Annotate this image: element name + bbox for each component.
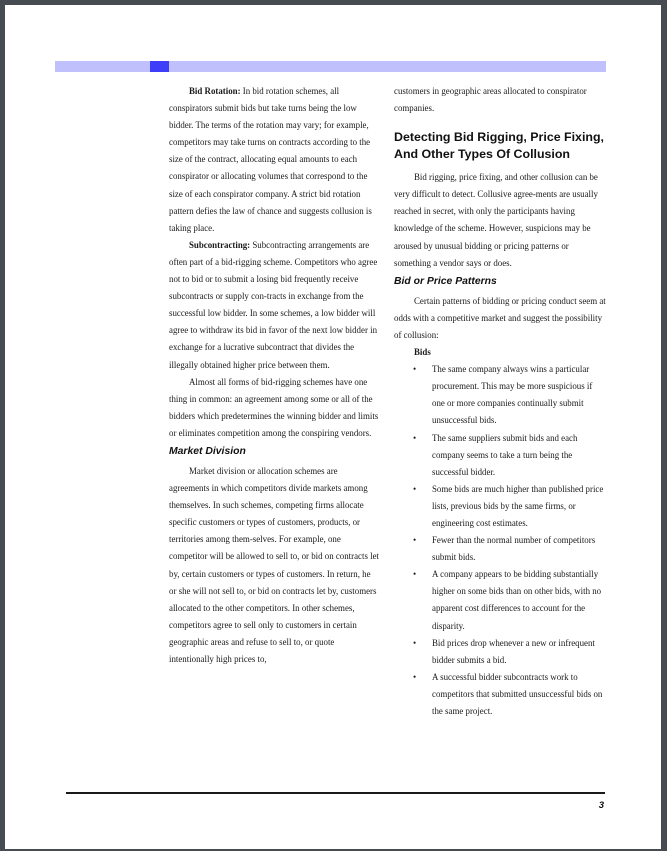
bullet-icon: • [413,364,417,375]
bid-rotation-paragraph [169,83,379,237]
bids-list-item [394,566,606,634]
bullet-icon: • [413,569,417,580]
continuation-paragraph: customers in geographic areas allocated to conspirator companies. [394,86,587,114]
bid-rotation-text: In bid rotation schemes, all conspirators submit bids but take turns being the low bidder. The terms of the rotation may vary; for example, competitors may take turns on contracts according to the size of the contract, allocating equal amounts to each conspirator or allocating volumes that correspond to the size of each conspirator company. A strict bid rotation pattern defies the law of chance and suggests collusion is taking place. [169,86,372,233]
document-page [5,5,661,849]
patterns-paragraph: Certain patterns of bidding or pricing conduct seem at odds with a competitive market and suggest the possibility of collusion: [394,295,606,340]
header-band [55,61,606,72]
bids-list [394,361,606,720]
market-division-heading: Market Division [169,445,246,457]
right-column [394,83,606,720]
footer-rule [66,792,605,794]
bids-list-item [394,481,606,532]
bids-list-item [394,669,606,720]
bids-list-item [394,532,606,566]
bullet-icon: • [413,671,417,682]
detecting-heading: Detecting Bid Rigging, Price Fixing, And Other Types Of Collusion [394,130,604,162]
bids-list-item [394,430,606,481]
bullet-icon: • [413,483,417,494]
bullet-text: Some bids are much higher than published price lists, previous bids by the same firms, or engineering cost estimates. [432,483,604,528]
bullet-icon: • [413,535,417,546]
header-band-marker [150,61,169,72]
bids-list-item [394,361,606,429]
patterns-heading: Bid or Price Patterns [394,275,497,287]
subcontracting-text: Subcontracting arrangements are often part of a bid-rigging scheme. Competitors who agree not to bid or to submit a losing bid frequently receive subcontracts or supply con-tracts in exchange from the successful low bidder. In some schemes, a low bidder will agree to withdraw its bid in favor of the next low bidder in exchange for a lucrative subcontract that divides the illegally obtained higher price between them. [169,239,378,370]
bullet-text: A company appears to be bidding substantially higher on some bids than on other bids, with no apparent cost differences to account for the disparity. [432,569,602,631]
bullet-icon: • [413,432,417,443]
bid-rotation-lead: Bid Rotation: [189,86,241,96]
common-paragraph: Almost all forms of bid-rigging schemes have one thing in common: an agreement among some or all of the bidders which predetermines the winning bidder and limits or eliminates competition among the conspiring vendors. [169,376,379,438]
bullet-text: A successful bidder subcontracts work to competitors that submitted unsuccessful bids on the same project. [432,671,603,716]
page-number: 3 [598,800,604,811]
subcontracting-lead: Subcontracting: [189,239,251,250]
detecting-paragraph: Bid rigging, price fixing, and other collusion can be very difficult to detect. Collusive agree-ments are usually reached in secret, with only the participants having knowledge of the scheme. However, suspicions may be aroused by unusual bidding or pricing patterns or something a vendor says or does. [394,172,598,268]
bids-list-item [394,635,606,669]
bullet-icon: • [413,637,417,648]
bullet-text: Bid prices drop whenever a new or infrequent bidder submits a bid. [432,637,595,665]
bullet-text: The same suppliers submit bids and each company seems to take a turn being the successful bidder. [432,432,578,477]
bullet-text: The same company always wins a particular procurement. This may be more suspicious if one or more companies continually submit unsuccessful bids. [432,364,593,426]
bids-subheading: Bids [414,347,431,358]
market-division-paragraph: Market division or allocation schemes are agreements in which competitors divide markets among themselves. In such schemes, competing firms allocate specific customers or types of customers, products, or territories among them-selves. For example, one competitor will be allowed to sell to, or bid on contracts let by, certain customers or types of customers. In return, he or she will not sell to, or bid on contracts let by, customers allocated to the other competitors. In other schemes, competitors agree to sell only to customers in certain geographic areas and refuse to sell to, or quote intentionally high prices to, [169,465,379,664]
left-column [169,83,379,668]
subcontracting-paragraph [169,237,379,374]
bullet-text: Fewer than the normal number of competitors submit bids. [432,535,596,563]
